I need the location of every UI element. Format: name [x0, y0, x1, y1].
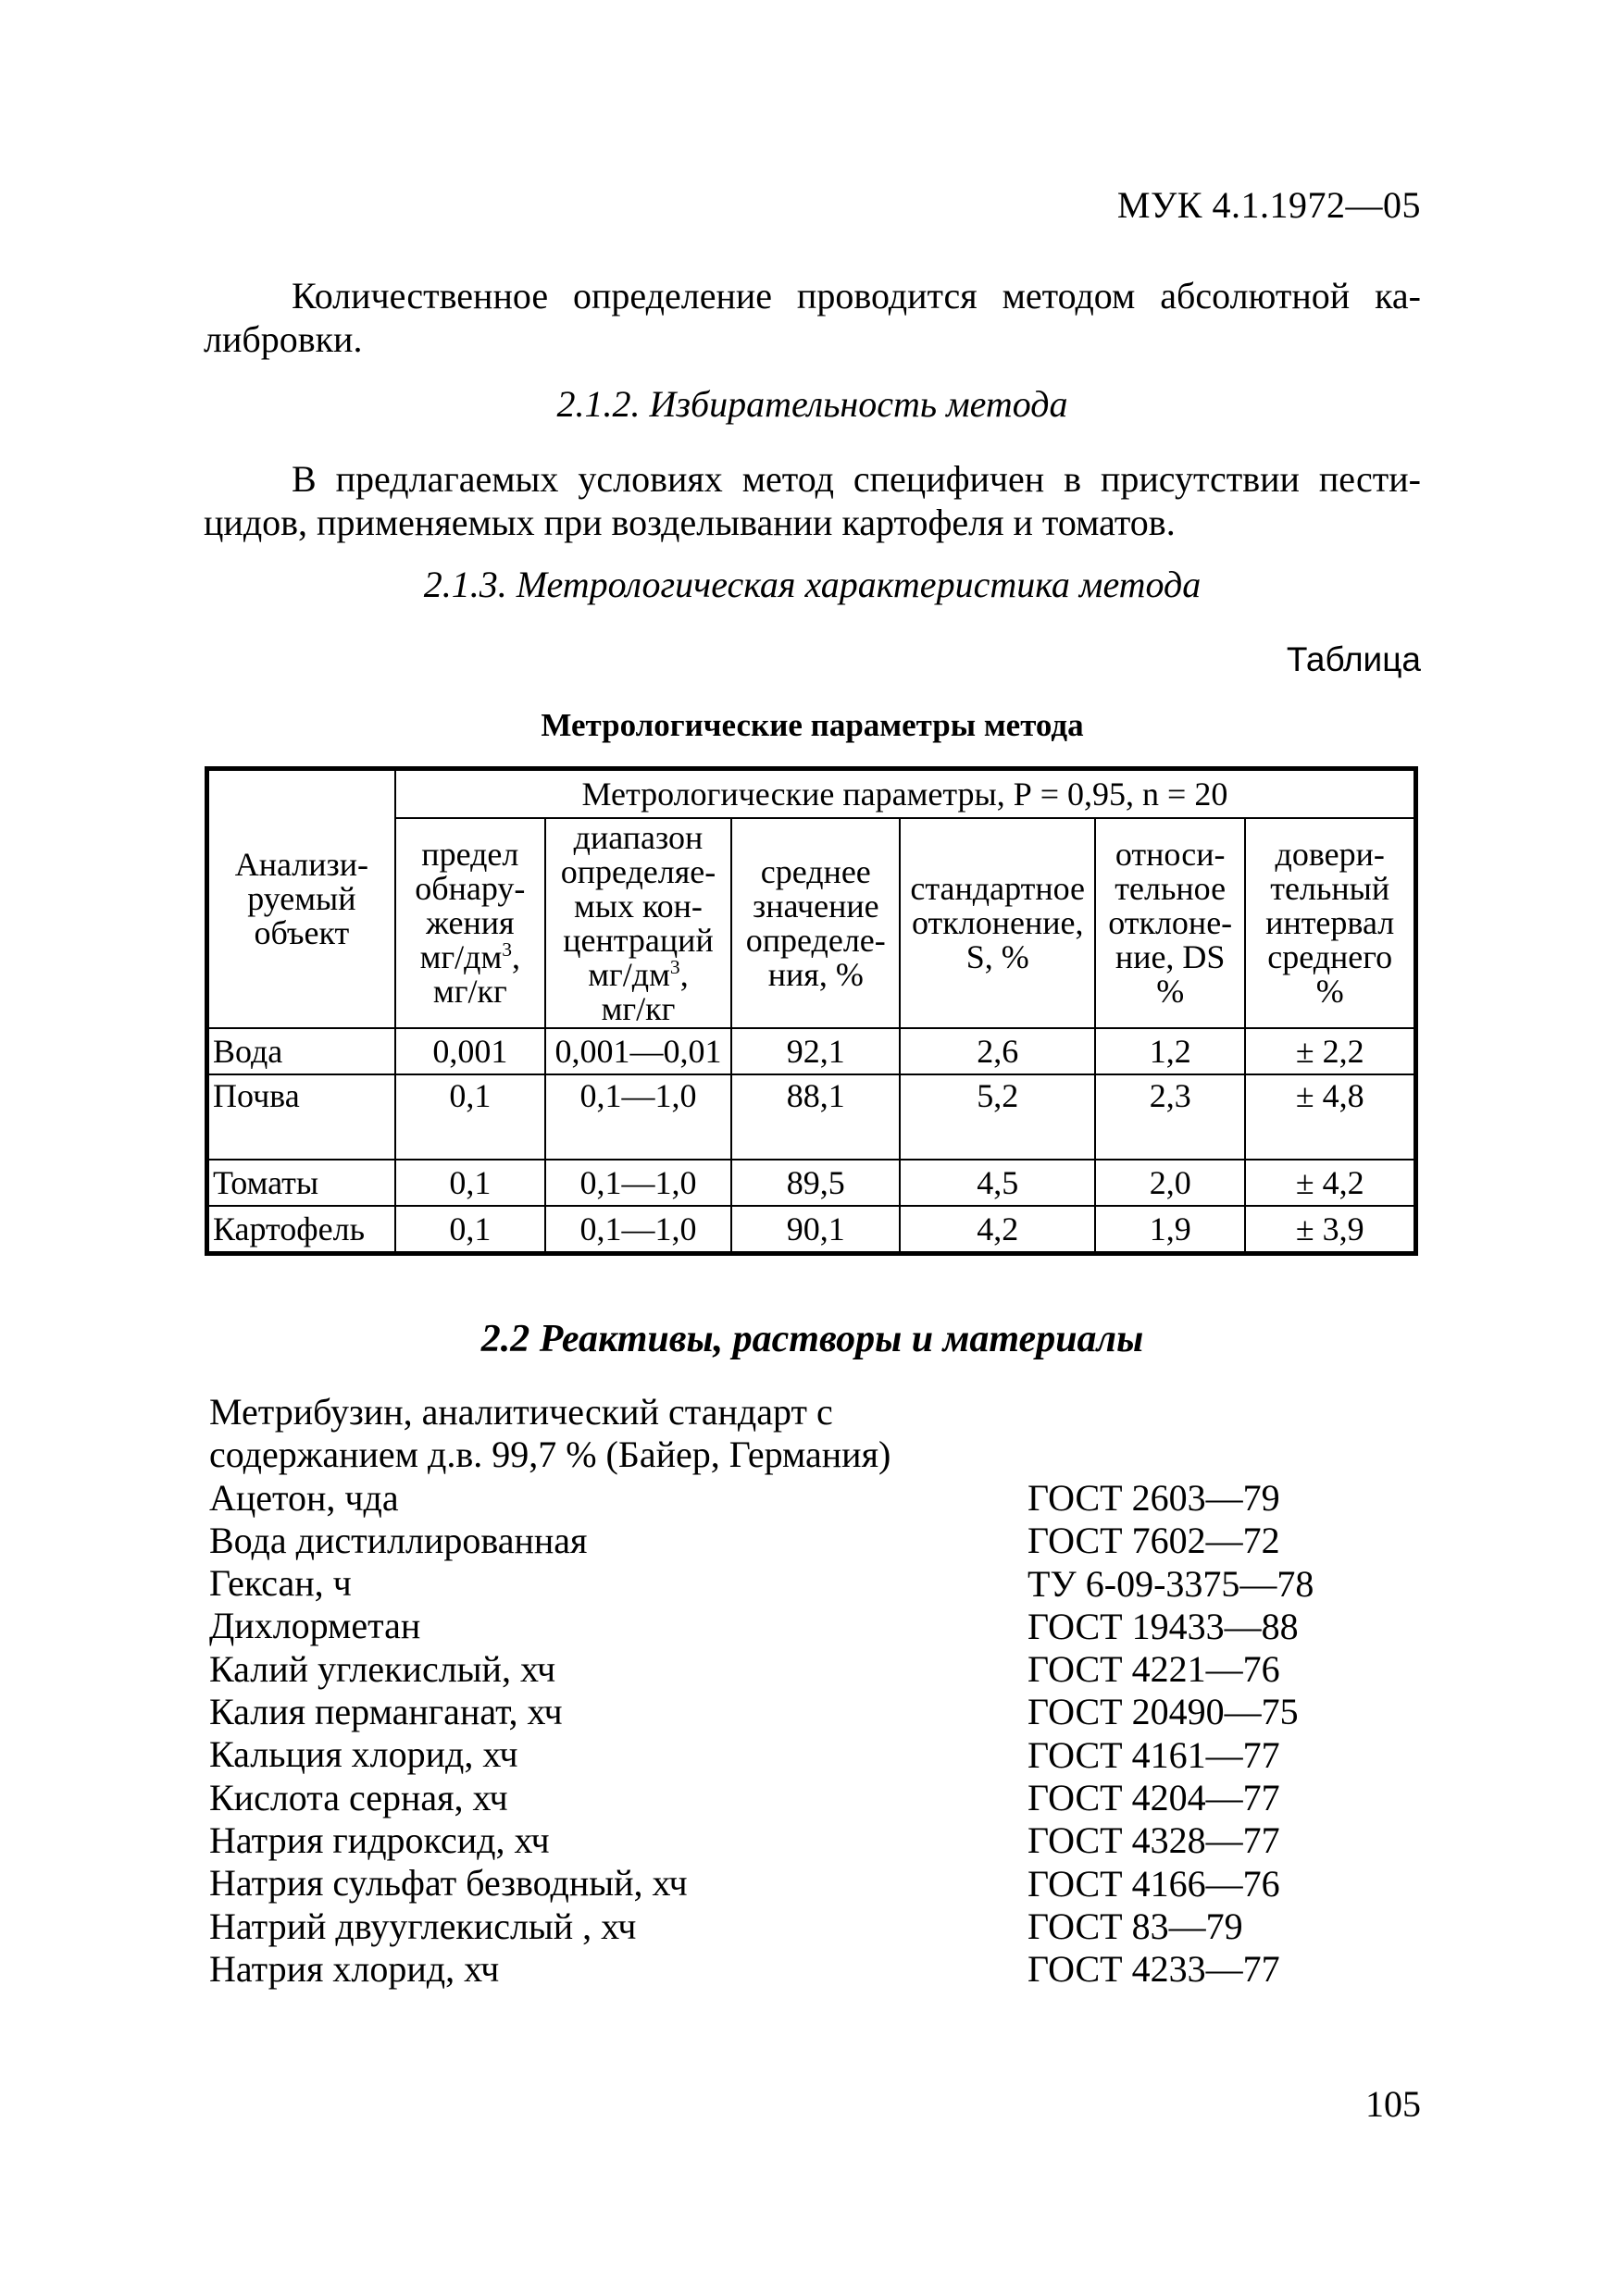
gost-item: ГОСТ 4204—77	[1027, 1777, 1280, 1819]
cell-conf: ± 2,2	[1245, 1028, 1415, 1074]
header-range: диапазон определяе- мых кон- центраций $мг/дм^3$, мг/кг	[545, 818, 731, 1028]
list-item: Калия перманганат, хч	[209, 1691, 563, 1733]
list-item: Ацетон, чда	[209, 1476, 399, 1519]
list-item: Вода дистиллированная	[209, 1519, 588, 1561]
table-label: Таблица	[1286, 640, 1421, 678]
list-item: Натрия хлорид, хч	[209, 1947, 500, 1990]
cell-conf: ± 3,9	[1245, 1206, 1415, 1254]
gost-item: ГОСТ 19433—88	[1027, 1605, 1299, 1647]
intro-line-2: либровки.	[204, 318, 363, 360]
header-std-deviation: стандартное отклонение, S, %	[900, 818, 1095, 1028]
gost-item: ГОСТ 4233—77	[1027, 1948, 1280, 1991]
gost-item: ГОСТ 83—79	[1027, 1905, 1243, 1947]
reagent-names	[209, 1391, 890, 1991]
header-group: Метрологические параметры, Р = 0,95, n = 20	[395, 769, 1416, 819]
selectivity-paragraph	[204, 457, 1421, 544]
cell-detection: 0,1	[395, 1160, 545, 1206]
list-item: содержанием д.в. 99,7 % (Байер, Германия)	[209, 1433, 891, 1476]
intro-line-1: Количественное определение проводится методом абсолютной ка-	[292, 275, 1421, 316]
cell-range: 0,1—1,0	[545, 1160, 731, 1206]
list-item: Натрия сульфат безводный, хч	[209, 1862, 688, 1905]
cell-object: Вода	[207, 1028, 395, 1074]
list-item: Кислота серная, хч	[209, 1776, 508, 1818]
cell-object: Томаты	[207, 1160, 395, 1206]
table-row	[207, 1074, 1416, 1160]
section-2-2-title: 2.2 Реактивы, растворы и материалы	[480, 1318, 1144, 1360]
cell-detection: 0,1	[395, 1206, 545, 1254]
gost-item: ГОСТ 4166—76	[1027, 1862, 1280, 1905]
cell-std: 5,2	[900, 1074, 1095, 1160]
section-2-1-2-title: 2.1.2. Избирательность метода	[556, 383, 1068, 425]
cell-conf: ± 4,2	[1245, 1160, 1415, 1206]
list-item: Натрий двууглекислый , хч	[209, 1905, 637, 1947]
table-row	[207, 1028, 1416, 1074]
gost-item: ГОСТ 2603—79	[1027, 1477, 1280, 1519]
header-object: Анализи- руемый объект	[207, 769, 395, 1029]
cell-detection: 0,001	[395, 1028, 545, 1074]
header-relative-deviation: относи- тельное отклоне- ние, DS %	[1095, 818, 1245, 1028]
cell-object: Почва	[207, 1074, 395, 1160]
header-confidence-interval: довери- тельный интервал среднего %	[1245, 818, 1415, 1028]
cell-range: 0,1—1,0	[545, 1074, 731, 1160]
gost-item: ГОСТ 7602—72	[1027, 1520, 1280, 1562]
list-item: Кальция хлорид, хч	[209, 1733, 518, 1776]
gost-item: ТУ 6-09-3375—78	[1027, 1562, 1314, 1605]
cell-std: 4,2	[900, 1206, 1095, 1254]
page-number: 105	[1365, 2083, 1421, 2125]
document-code: МУК 4.1.1972—05	[1116, 184, 1421, 226]
cell-rel: 1,2	[1095, 1028, 1245, 1074]
cell-range: 0,001—0,01	[545, 1028, 731, 1074]
table-row	[207, 1160, 1416, 1206]
cell-mean: 90,1	[731, 1206, 900, 1254]
list-item: Гексан, ч	[209, 1562, 352, 1605]
list-item: Калий углекислый, хч	[209, 1647, 556, 1690]
section-2-1-3-title: 2.1.3. Метрологическая характеристика метода	[423, 564, 1202, 605]
cell-rel: 1,9	[1095, 1206, 1245, 1254]
list-item: Метрибузин, аналитический стандарт с	[209, 1391, 833, 1433]
list-item: Дихлорметан	[209, 1605, 421, 1647]
gost-item: ГОСТ 20490—75	[1027, 1691, 1299, 1733]
cell-mean: 89,5	[731, 1160, 900, 1206]
selectivity-line-2: цидов, применяемых при возделывании картофеля и томатов.	[204, 502, 1176, 543]
table-row	[207, 1206, 1416, 1254]
cell-range: 0,1—1,0	[545, 1206, 731, 1254]
metrology-table	[205, 766, 1418, 1256]
list-item: Натрия гидроксид, хч	[209, 1818, 550, 1861]
cell-detection: 0,1	[395, 1074, 545, 1160]
header-detection-limit: предел обнару- жения $мг/дм^3$, мг/кг	[395, 818, 545, 1028]
gost-item: ГОСТ 4221—76	[1027, 1648, 1280, 1691]
gost-item: ГОСТ 4161—77	[1027, 1733, 1280, 1776]
reagent-standards	[1027, 1477, 1314, 1992]
cell-object: Картофель	[207, 1206, 395, 1254]
gost-item: ГОСТ 4328—77	[1027, 1819, 1280, 1862]
cell-mean: 88,1	[731, 1074, 900, 1160]
cell-conf: ± 4,8	[1245, 1074, 1415, 1160]
cell-std: 4,5	[900, 1160, 1095, 1206]
header-mean: среднее значение определе- ния, %	[731, 818, 900, 1028]
cell-mean: 92,1	[731, 1028, 900, 1074]
cell-rel: 2,3	[1095, 1074, 1245, 1160]
intro-paragraph	[204, 274, 1421, 361]
cell-rel: 2,0	[1095, 1160, 1245, 1206]
cell-std: 2,6	[900, 1028, 1095, 1074]
table-title: Метрологические параметры метода	[541, 707, 1084, 743]
selectivity-line-1: В предлагаемых условиях метод специфичен в присутствии пести-	[292, 458, 1421, 500]
